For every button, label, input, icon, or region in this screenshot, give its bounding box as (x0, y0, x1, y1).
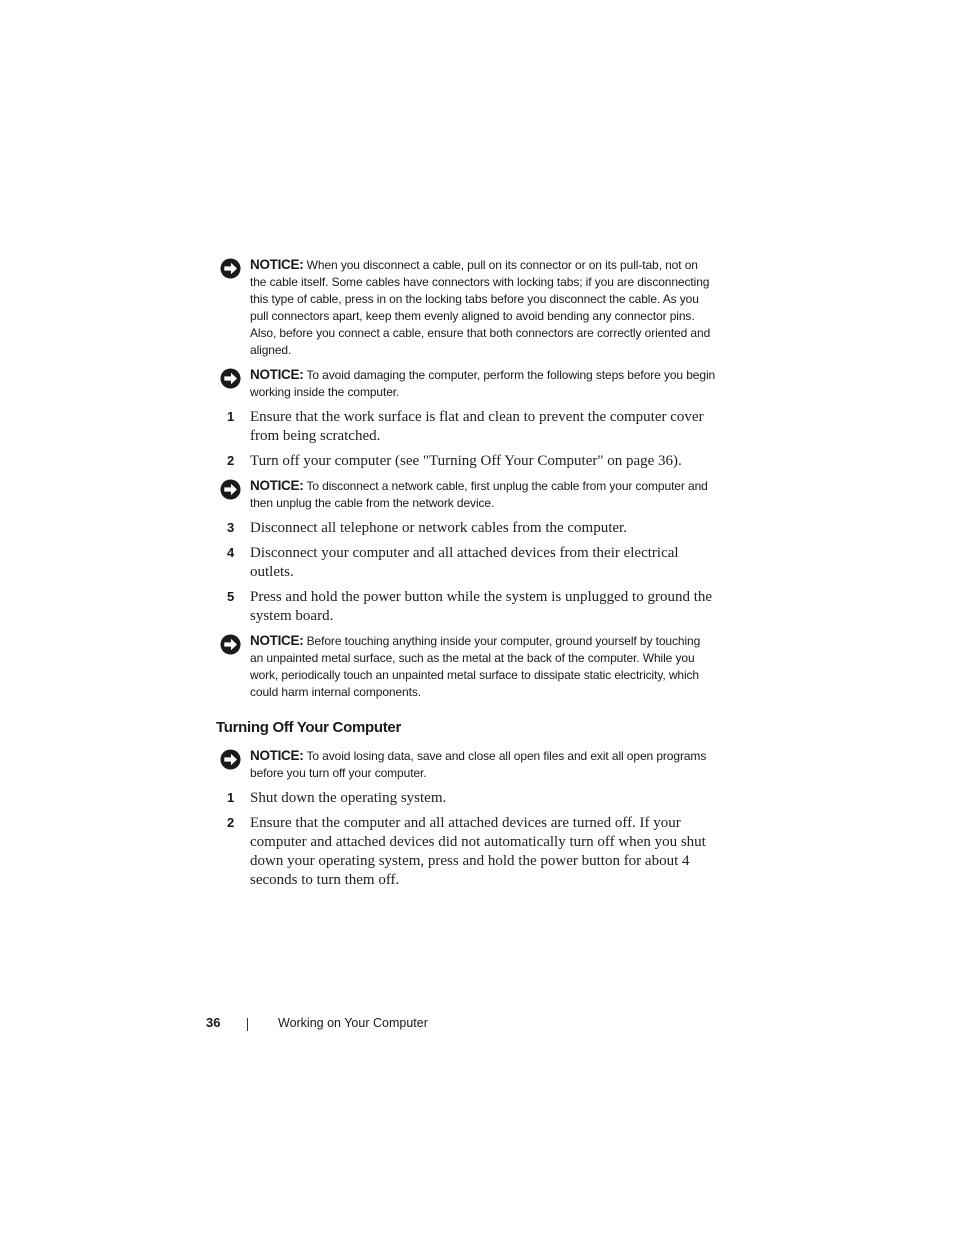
steps-list-shutdown (216, 789, 716, 890)
notice-network-cable (216, 477, 716, 512)
step-text: Shut down the operating system. (250, 790, 447, 806)
notice-data-loss (216, 747, 716, 782)
list-item (216, 588, 716, 626)
notice-body (250, 747, 716, 782)
list-item (216, 408, 716, 446)
step-number: 5 (227, 589, 235, 604)
notice-text: To avoid losing data, save and close all open files and exit all open programs before you turn off your computer. (250, 749, 707, 780)
notice-text: To disconnect a network cable, first unplug the cable from your computer and then unplug the cable from the network device. (250, 479, 708, 510)
notice-damage (216, 366, 716, 401)
step-text: Turn off your computer (see "Turning Off Your Computer" on page 36). (250, 453, 682, 469)
footer-section-title: Working on Your Computer (278, 1016, 428, 1030)
list-item (216, 814, 716, 890)
list-item (216, 789, 716, 808)
notice-label: NOTICE: (250, 748, 304, 763)
notice-label: NOTICE: (250, 478, 304, 493)
steps-list-prepare (216, 408, 716, 471)
list-item (216, 544, 716, 582)
step-number: 3 (227, 520, 235, 535)
footer-divider (247, 1018, 248, 1031)
notice-body (250, 256, 716, 359)
step-text: Ensure that the work surface is flat and clean to prevent the computer cover from being scratched. (250, 409, 704, 444)
notice-text: To avoid damaging the computer, perform the following steps before you begin working inside the computer. (250, 368, 716, 399)
step-text: Press and hold the power button while the system is unplugged to ground the system board. (250, 589, 713, 624)
step-number: 1 (227, 409, 235, 424)
notice-text: Before touching anything inside your computer, ground yourself by touching an unpainted metal surface, such as the metal at the back of the computer. While you work, periodically touch an unpainted metal surface to dissipate static electricity, which could harm internal components. (250, 634, 701, 699)
step-text: Disconnect all telephone or network cables from the computer. (250, 520, 627, 536)
list-item (216, 519, 716, 538)
step-text: Ensure that the computer and all attached devices are turned off. If your computer and attached devices did not automatically turn off when you shut down your operating system, press and hold the power button for about 4 seconds to turn them off. (250, 815, 706, 888)
page-footer (206, 1015, 506, 1035)
notice-cable (216, 256, 716, 359)
list-item (216, 452, 716, 471)
notice-arrow-icon (220, 258, 241, 279)
notice-arrow-icon (220, 634, 241, 655)
step-text: Disconnect your computer and all attached devices from their electrical outlets. (250, 545, 679, 580)
notice-label: NOTICE: (250, 257, 304, 272)
step-number: 2 (227, 453, 235, 468)
notice-label: NOTICE: (250, 633, 304, 648)
step-number: 4 (227, 545, 235, 560)
notice-arrow-icon (220, 749, 241, 770)
section-heading: Turning Off Your Computer (216, 719, 401, 736)
notice-arrow-icon (220, 368, 241, 389)
step-number: 2 (227, 815, 235, 830)
page-content (216, 256, 716, 896)
notice-body (250, 366, 716, 401)
steps-list-disconnect (216, 519, 716, 626)
page-number: 36 (206, 1015, 221, 1030)
notice-grounding (216, 632, 716, 701)
notice-body (250, 477, 716, 512)
notice-arrow-icon (220, 479, 241, 500)
notice-label: NOTICE: (250, 367, 304, 382)
step-number: 1 (227, 790, 235, 805)
notice-body (250, 632, 716, 701)
notice-text: When you disconnect a cable, pull on its connector or on its pull-tab, not on the cable itself. Some cables have connectors with locking tabs; if you are disconnecting this type of cable, press in on the locking tabs before you disconnect the cable. As you pull connectors apart, keep them evenly aligned to avoid bending any connector pins. Also, before you connect a cable, ensure that both connectors are correctly oriented and aligned. (250, 258, 711, 357)
